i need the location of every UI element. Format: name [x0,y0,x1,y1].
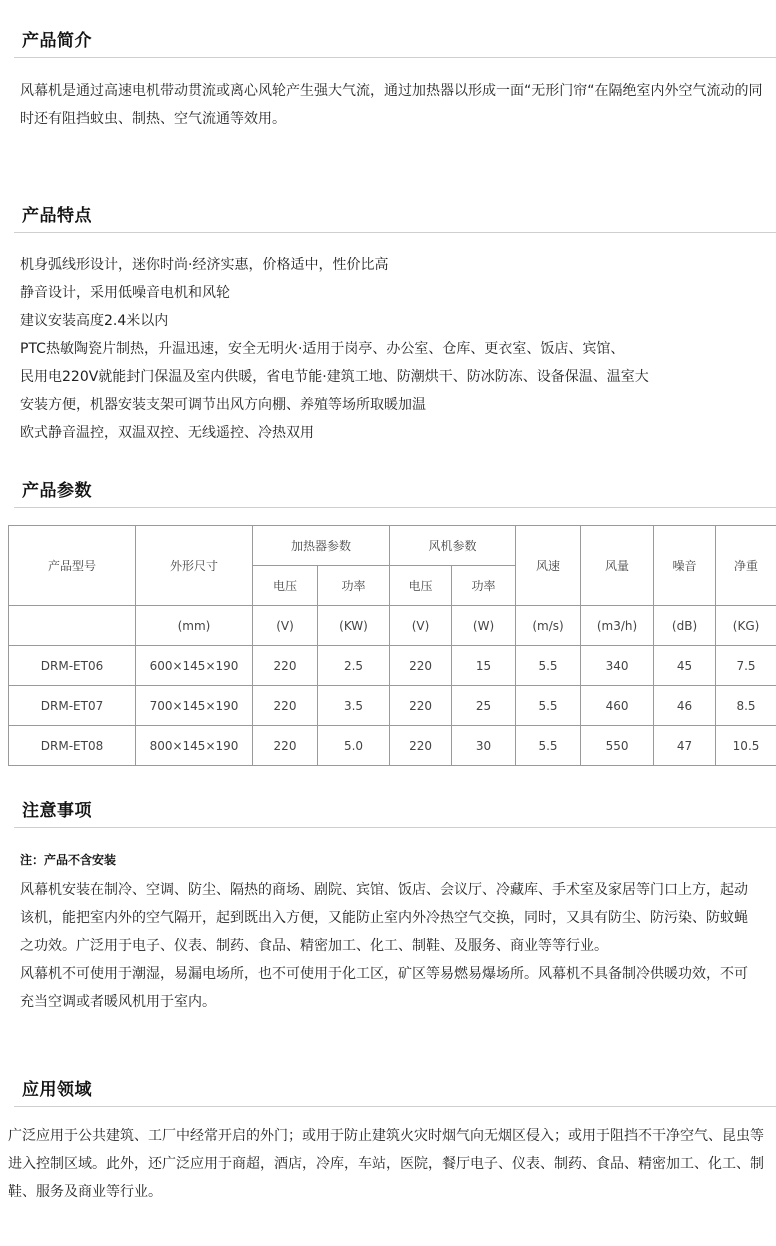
header-fan-voltage: 电压 [390,566,452,606]
table-cell: DRM-ET07 [9,686,136,726]
section-title: 产品特点 [22,206,92,226]
notice-label: 注：产品不含安装 [20,853,117,867]
section-divider [14,57,776,58]
unit-cell: (W) [452,606,516,646]
unit-cell: (KG) [716,606,776,646]
table-cell: 3.5 [318,686,390,726]
apps-text: 广泛应用于公共建筑、工厂中经常开启的外门；或用于防止建筑火灾时烟气向无烟区侵入；或用于阻挡不干净空气、昆虫等进入控制区域。此外，还广泛应用于商超，酒店，冷库，车站，医院，餐厅电子、仪表、制药、食品、精密加工、化工、制鞋、服务及商业等行业。 [8,1128,764,1200]
feature-line: 安装方便，机器安装支架可调节出风方向棚、养殖等场所取暖加温 [20,397,426,413]
table-header-row [9,526,776,566]
feature-line: 机身弧线形设计，迷你时尚·经济实惠，价格适中，性价比高 [20,257,389,273]
table-cell: 220 [253,686,318,726]
header-size: 外形尺寸 [136,526,253,606]
table-cell: DRM-ET08 [9,726,136,766]
table-cell: 7.5 [716,646,776,686]
table-cell: 600×145×190 [136,646,253,686]
unit-cell: (m/s) [516,606,581,646]
section-title: 注意事项 [22,801,92,821]
unit-cell: (V) [390,606,452,646]
unit-cell: (dB) [654,606,716,646]
section-title: 产品参数 [22,481,92,501]
unit-cell: (m3/h) [581,606,654,646]
table-cell: 15 [452,646,516,686]
header-model: 产品型号 [9,526,136,606]
header-heater-power: 功率 [318,566,390,606]
table-cell: 46 [654,686,716,726]
table-cell: 5.5 [516,686,581,726]
unit-cell: (V) [253,606,318,646]
table-row [9,686,776,726]
feature-line: PTC热敏陶瓷片制热，升温迅速，安全无明火·适用于岗亭、办公室、仓库、更衣室、饭店、宾馆、 [20,341,625,357]
notice-paragraph: 风幕机不可使用于潮湿，易漏电场所，也不可使用于化工区，矿区等易燃易爆场所。风幕机不具备制冷供暖功效，不可充当空调或者暖风机用于室内。 [20,966,748,1010]
section-title: 应用领域 [22,1080,92,1100]
table-cell: 800×145×190 [136,726,253,766]
notice-paragraph: 风幕机安装在制冷、空调、防尘、隔热的商场、剧院、宾馆、饭店、会议厅、冷藏库、手术室及家居等门口上方，起动该机，能把室内外的空气隔开，起到既出入方便，又能防止室内外冷热空气交换，同时，又具有防尘、防污染、防蚊蝇之功效。广泛用于电子、仪表、制药、食品、精密加工、化工、制鞋、及服务、商业等等行业。 [20,882,748,954]
intro-text: 风幕机是通过高速电机带动贯流或离心风轮产生强大气流，通过加热器以形成一面“无形门帘“在隔绝室内外空气流动的同时还有阻挡蚊虫、制热、空气流通等效用。 [20,83,763,127]
notice-body [20,876,760,1016]
table-cell: 5.0 [318,726,390,766]
table-cell: 550 [581,726,654,766]
feature-line: 民用电220V就能封门保温及室内供暖，省电节能·建筑工地、防潮烘干、防冰防冻、设备保温、温室大 [20,369,649,385]
section-title: 产品简介 [22,31,92,51]
section-divider [14,1106,776,1107]
table-cell: 25 [452,686,516,726]
table-cell: 700×145×190 [136,686,253,726]
section-divider [14,232,776,233]
feature-line: 建议安装高度2.4米以内 [20,313,169,329]
table-cell: 220 [390,646,452,686]
header-heater: 加热器参数 [253,526,390,566]
section-header-notice [0,788,776,828]
header-volume: 风量 [581,526,654,606]
unit-cell: (KW) [318,606,390,646]
header-heater-voltage: 电压 [253,566,318,606]
params-table [8,525,776,766]
table-row [9,646,776,686]
section-divider [14,827,776,828]
table-cell: 30 [452,726,516,766]
table-cell: 220 [390,686,452,726]
header-fan: 风机参数 [390,526,516,566]
unit-cell: (mm) [136,606,253,646]
table-cell: 5.5 [516,646,581,686]
table-units-row [9,606,776,646]
section-divider [14,507,776,508]
table-cell: 340 [581,646,654,686]
table-cell: 220 [253,726,318,766]
table-row [9,726,776,766]
header-speed: 风速 [516,526,581,606]
table-cell: 8.5 [716,686,776,726]
units-blank [9,606,136,646]
table-cell: 10.5 [716,726,776,766]
feature-line: 静音设计，采用低噪音电机和风轮 [20,285,230,301]
features-list [20,251,760,447]
table-cell: 2.5 [318,646,390,686]
section-header-apps [0,1067,776,1107]
table-cell: DRM-ET06 [9,646,136,686]
table-cell: 5.5 [516,726,581,766]
table-cell: 47 [654,726,716,766]
header-noise: 噪音 [654,526,716,606]
header-weight: 净重 [716,526,776,606]
feature-line: 欧式静音温控，双温双控、无线遥控、冷热双用 [20,425,314,441]
section-header-features [0,193,776,233]
header-fan-power: 功率 [452,566,516,606]
table-cell: 220 [390,726,452,766]
table-cell: 45 [654,646,716,686]
table-cell: 460 [581,686,654,726]
section-header-intro [0,18,776,58]
table-cell: 220 [253,646,318,686]
section-header-params [0,468,776,508]
